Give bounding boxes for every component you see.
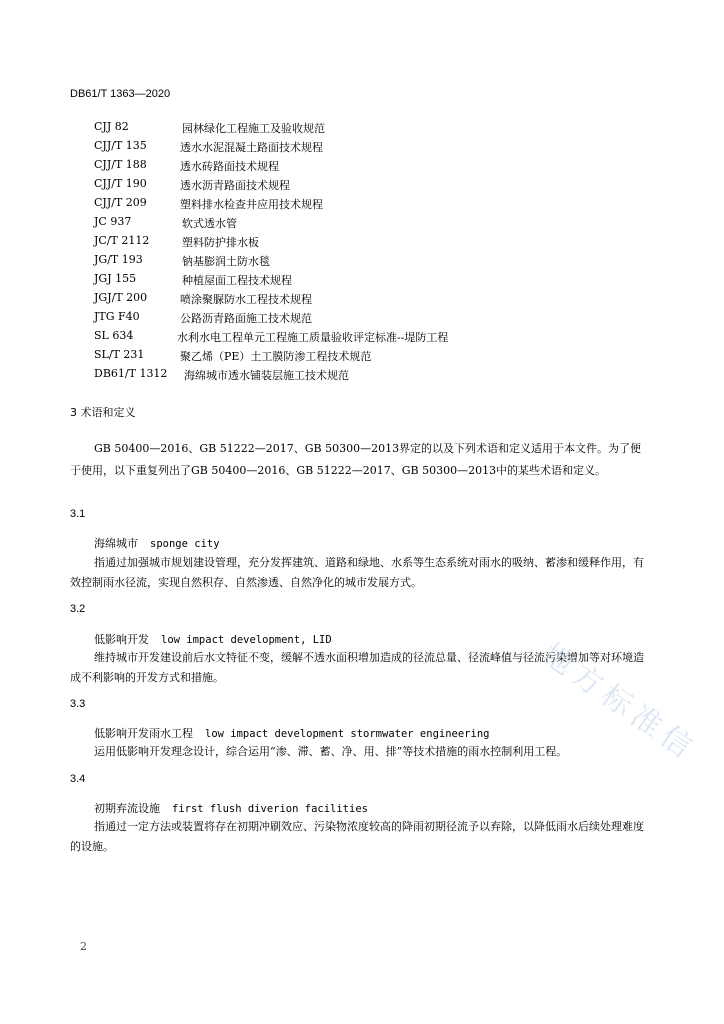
reference-code: JTG F40: [94, 310, 140, 323]
term-heading: [94, 535, 220, 551]
reference-code: JC/T 2112: [94, 234, 150, 247]
term-heading: [94, 725, 489, 741]
term-english: sponge city: [150, 538, 220, 550]
reference-title: 公路沥青路面施工技术规范: [180, 312, 312, 325]
reference-code: CJJ/T 190: [94, 177, 147, 190]
term-number: 3.2: [70, 603, 86, 615]
reference-code: DB61/T 1312: [94, 367, 168, 380]
document-header-id: DB61/T 1363—2020: [70, 88, 171, 100]
reference-code: SL/T 231: [94, 348, 145, 361]
reference-code: JC 937: [94, 215, 132, 228]
reference-code: JGJ/T 200: [94, 291, 148, 304]
reference-title: 水利水电工程单元工程施工质量验收评定标准--堤防工程: [177, 331, 449, 344]
reference-code: CJJ 82: [94, 120, 129, 133]
reference-title: 钠基膨润土防水毯: [182, 255, 270, 268]
term-chinese: 低影响开发雨水工程: [94, 727, 193, 740]
reference-title: 软式透水管: [182, 217, 237, 230]
reference-title: 透水砖路面技术规程: [180, 160, 279, 173]
reference-title: 透水水泥混凝土路面技术规程: [180, 141, 323, 154]
term-definition: 维持城市开发建设前后水文特征不变，缓解不透水面积增加造成的径流总量、径流峰值与径流污染增加等对环境造成不利影响的开发方式和措施。: [70, 651, 644, 684]
reference-code: JGJ 155: [94, 272, 137, 285]
reference-code: CJJ/T 135: [94, 139, 147, 152]
reference-title: 聚乙烯（PE）土工膜防渗工程技术规范: [180, 350, 372, 363]
term-heading: [94, 800, 368, 816]
term-chinese: 低影响开发: [94, 633, 149, 646]
watermark: 地方标准信: [535, 636, 703, 769]
term-heading: [94, 631, 332, 647]
reference-code: CJJ/T 188: [94, 158, 147, 171]
reference-code: JG/T 193: [94, 253, 143, 266]
term-number: 3.4: [70, 773, 86, 785]
reference-title: 塑料防护排水板: [182, 236, 259, 249]
term-number: 3.1: [70, 508, 86, 520]
term-english: low impact development stormwater engineering: [205, 728, 490, 740]
reference-title: 喷涂聚脲防水工程技术规程: [180, 293, 312, 306]
section-intro: GB 50400—2016、GB 51222—2017、GB 50300—2013界定的以及下列术语和定义适用于本文件。为了便于使用，以下重复列出了GB 50400—2016、GB 51222—2017、GB 50300—2013中的某些术语和定义。: [70, 442, 642, 477]
reference-code: SL 634: [94, 329, 134, 342]
term-chinese: 初期弃流设施: [94, 802, 160, 815]
section-heading: 3 术语和定义: [70, 406, 136, 419]
term-definition: 指通过加强城市规划建设管理，充分发挥建筑、道路和绿地、水系等生态系统对雨水的吸纳、蓄渗和缓释作用，有效控制雨水径流，实现自然积存、自然渗透、自然净化的城市发展方式。: [70, 556, 644, 589]
reference-title: 塑料排水检查井应用技术规程: [180, 198, 323, 211]
reference-title: 透水沥青路面技术规程: [180, 179, 290, 192]
term-definition: 运用低影响开发理念设计，综合运用“渗、滞、蓄、净、用、排”等技术措施的雨水控制利用工程。: [94, 745, 568, 758]
term-definition: 指通过一定方法或装置将存在初期冲刷效应、污染物浓度较高的降雨初期径流予以弃除，以降低雨水后续处理难度的设施。: [70, 820, 644, 853]
reference-title: 海绵城市透水铺装层施工技术规范: [184, 369, 349, 382]
reference-title: 园林绿化工程施工及验收规范: [182, 122, 325, 135]
reference-code: CJJ/T 209: [94, 196, 147, 209]
term-chinese: 海绵城市: [94, 537, 138, 550]
term-english: first flush diverion facilities: [172, 803, 368, 815]
page-number: 2: [80, 940, 87, 953]
term-number: 3.3: [70, 698, 86, 710]
reference-title: 种植屋面工程技术规程: [182, 274, 292, 287]
term-english: low impact development, LID: [161, 634, 332, 646]
